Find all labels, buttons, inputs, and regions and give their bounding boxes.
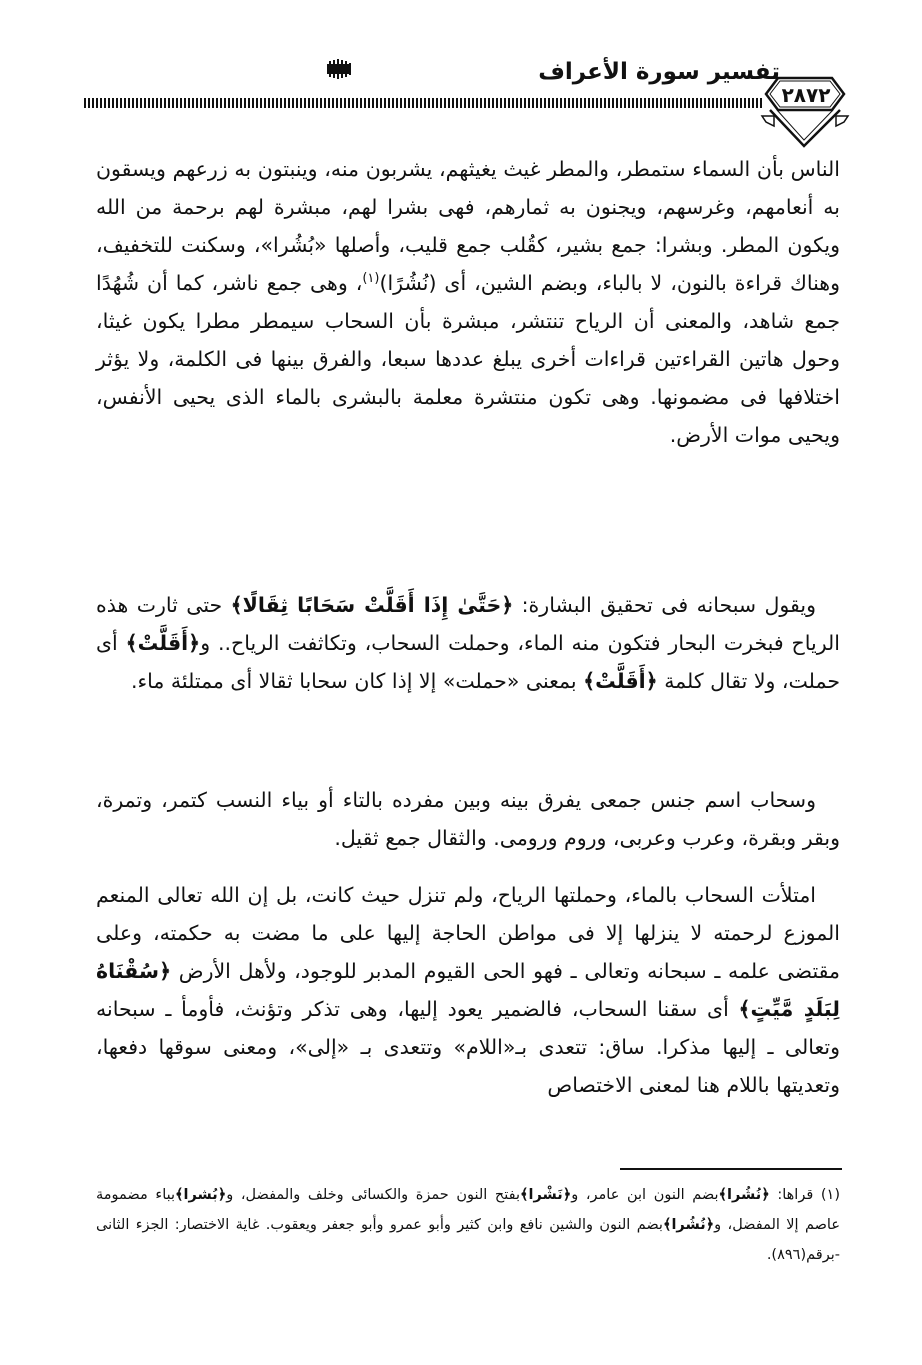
footnote-text-e: بضم النون والشين نافع وابن كثير وأبو عمرو وأبو جعفر ويعقوب. غاية الاختصار: الجزء الثانى -برقم(٨٩٦). xyxy=(96,1217,840,1263)
ornament-icon xyxy=(326,58,352,80)
quran-quote: ﴿سُقْنَاهُ لِبَلَدٍ مَّيِّتٍ﴾ xyxy=(96,959,840,1021)
quran-quote: ﴿نَشْرا﴾ xyxy=(520,1187,572,1203)
paragraph-2-text-b: حتى ثارت هذه الرياح فبخرت البحار فتكون منه الماء، وحملت السحاب، وتكاثفت الرياح.. و xyxy=(96,593,840,655)
paragraph-3 xyxy=(96,781,840,857)
quran-quote: ﴿أَقَلَّتْ﴾ xyxy=(125,631,201,655)
paragraph-3-text: وسحاب اسم جنس جمعى يفرق بينه وبين مفرده بالتاء أو بياء النسب كتمر، وتمرة، وبقر وبقرة، وعرب وعربى، وروم ورومى. والثقال جمع ثقيل. xyxy=(96,788,840,850)
quran-quote: ﴿نُشُرا﴾ xyxy=(662,1217,715,1233)
paragraph-1-text-a: الناس بأن السماء ستمطر، والمطر غيث يغيثهم، يشربون منه، وينبتون به زرعهم ويسقون به أنعامهم، وغرسهم، ويجنون به ثمارهم، فهى بشرا لهم، مبشرة لهم برحمة من الله ويكون المطر. وبشرا: جمع بشير، كقُلب جمع قليب، وأصلها «بُشُرا»، وسكنت للتخفيف، وهناك قراءة بالنون، لا بالباء، وبضم الشين، أى (نُشُرًا) xyxy=(96,157,840,295)
running-header-title: تفسير سورة الأعراف xyxy=(538,59,780,85)
footnote xyxy=(96,1180,840,1270)
quran-quote: ﴿نُشُرا﴾ xyxy=(718,1187,770,1203)
footnote-divider xyxy=(620,1168,842,1170)
paragraph-4-text-a: امتلأت السحاب بالماء، وحملتها الرياح، ولم تنزل حيث كانت، بل إن الله تعالى المنعم الموزع لرحمته لا ينزلها إلا فى مواطن الحاجة إليها على ما مضت به حكمته، وعلى مقتضى علمه ـ سبحانه وتعالى ـ فهو الحى القيوم المدبر للوجود، ولأهل الأرض xyxy=(96,883,840,983)
page-number: ٢٨٧٢ xyxy=(781,83,831,107)
paragraph-1-text-b: ، وهى جمع ناشر، كما أن شُهُدًا جمع شاهد، والمعنى أن الرياح تنتشر، مبشرة بأن السحاب سيمطر مطرا يكون غيثا، وحول هاتين القراءتين قراءات أخرى يبلغ عددها سبعا، والفرق بينها فى الكلمة، ولا يؤثر اختلافها فى مضمونها. وهى تكون منتشرة معلمة بالبشرى بالماء الذى يحيى الأنفس، ويحيى موات الأرض. xyxy=(96,271,840,447)
paragraph-2-text-c: أى حملت، ولا تقال كلمة xyxy=(96,631,840,693)
quran-quote: ﴿أَقَلَّتْ﴾ xyxy=(583,669,658,693)
paragraph-2 xyxy=(96,586,840,700)
paragraph-1 xyxy=(96,150,840,454)
paragraph-2-text-d: بمعنى «حملت» إلا إذا كان سحابا ثقالا أى ممتلئة ماء. xyxy=(131,669,584,693)
header-divider xyxy=(84,97,764,109)
footnote-text-b: بضم النون ابن عامر، و xyxy=(571,1187,719,1203)
quran-quote: ﴿حَتَّىٰ إِذَا أَقَلَّتْ سَحَابًا ثِقَالًا﴾ xyxy=(230,593,514,617)
paragraph-4 xyxy=(96,876,840,1104)
paragraph-2-text-a: ويقول سبحانه فى تحقيق البشارة: xyxy=(513,593,816,617)
footnote-text-d: بباء مضمومة عاصم إلا المفضل، و xyxy=(96,1187,840,1233)
footnote-text-c: بفتح النون حمزة والكسائى وخلف والمفضل، و xyxy=(226,1187,521,1203)
quran-quote: ﴿بُشرا﴾ xyxy=(175,1187,227,1203)
footnote-text-a: (١) قراها: xyxy=(769,1187,841,1203)
footnote-reference: (١) xyxy=(362,271,380,287)
paragraph-4-text-b: أى سقنا السحاب، فالضمير يعود إليها، وهى تذكر وتؤنث، فأومأ ـ سبحانه وتعالى ـ إليها مذكرا. ساق: تتعدى بـ«اللام» وتتعدى بـ «إلى»، ومعنى سوقها دفعها، وتعديتها باللام هنا لمعنى الاختصاص xyxy=(96,997,840,1097)
